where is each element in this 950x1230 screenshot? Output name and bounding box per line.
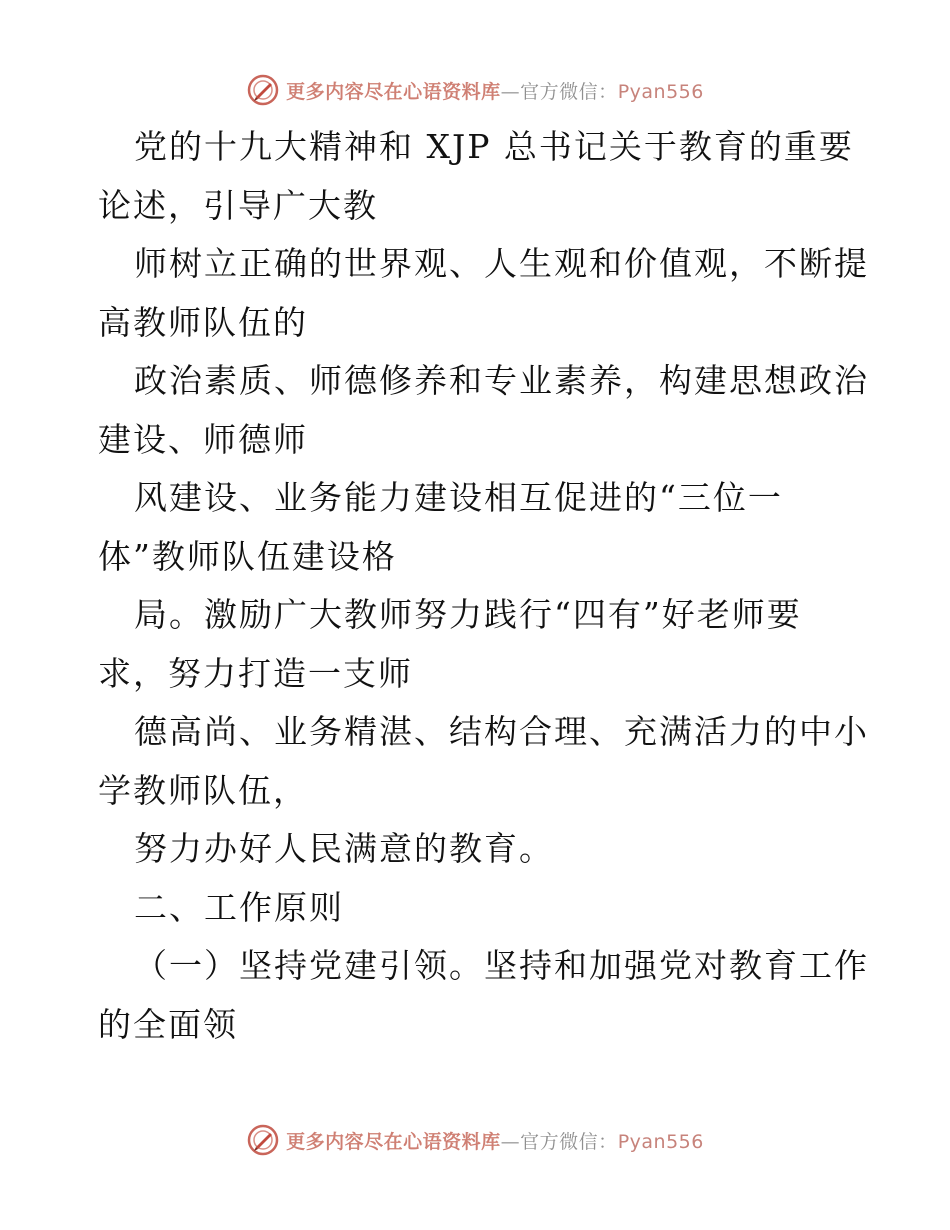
text-line: 师树立正确的世界观、人生观和价值观，不断提 [134, 244, 869, 283]
footer-watermark [0, 1120, 950, 1160]
text-line: （一）坚持党建引领。坚持和加强党对教育工作 [134, 946, 869, 985]
text-line: 建设、师德师 [98, 419, 308, 459]
text-line: 学教师队伍， [98, 770, 308, 810]
section-heading: 二、工作原则 [134, 887, 344, 927]
text-line: 求，努力打造一支师 [98, 653, 413, 693]
header-watermark [0, 70, 950, 110]
text-line: 努力办好人民满意的教育。 [134, 829, 554, 868]
watermark-dash: — [500, 80, 521, 103]
text-line: 体”教师队伍建设格 [98, 536, 397, 576]
text-line: 政治素质、师德修养和专业素养，构建思想政治 [134, 361, 869, 400]
document-body [98, 118, 868, 1054]
text-line: 德高尚、业务精湛、结构合理、充满活力的中小 [134, 712, 869, 751]
watermark-label: 官方微信： [520, 1130, 618, 1153]
watermark-text [286, 77, 704, 104]
watermark-label: 官方微信： [520, 80, 618, 103]
watermark-dash: — [500, 1130, 521, 1153]
pen-logo-icon [246, 1123, 280, 1157]
watermark-id: Pyan556 [617, 1130, 704, 1153]
watermark-site: 更多内容尽在心语资料库 [286, 1130, 501, 1153]
pen-logo-icon [246, 73, 280, 107]
watermark-site: 更多内容尽在心语资料库 [286, 80, 501, 103]
text-line: 的全面领 [98, 1004, 238, 1044]
watermark-id: Pyan556 [617, 80, 704, 103]
text-line: 风建设、业务能力建设相互促进的“三位一 [134, 478, 783, 517]
text-line: 论述，引导广大教 [98, 185, 378, 225]
watermark-text [286, 1127, 704, 1154]
text-line: 党的十九大精神和 XJP 总书记关于教育的重要 [134, 127, 854, 166]
text-line: 高教师队伍的 [98, 302, 308, 342]
text-line: 局。激励广大教师努力践行“四有”好老师要 [134, 595, 802, 634]
